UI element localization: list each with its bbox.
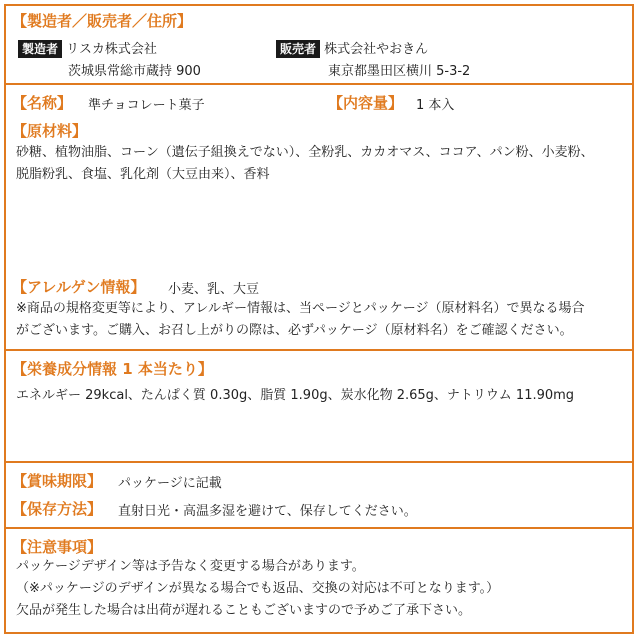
manufacturer-address: 茨城県常総市蔵持 900 [68,64,201,79]
notice-text [16,556,499,622]
manufacturer-name: リスカ株式会社 [66,42,157,57]
allergen-note-line: がございます。ご購入、お召し上がりの際は、必ずパッケージ（原材料名）をご確認ください。 [16,323,573,338]
nutrition-value: エネルギー 29kcal、たんぱく質 0.30g、脂質 1.90g、炭水化物 2.65g、ナトリウム 11.90mg [16,388,575,403]
ingredients-heading: 【原材料】 [12,122,88,140]
divider [6,461,632,463]
name-heading: 【名称】 [12,94,73,112]
expiry-value: パッケージに記載 [118,476,222,491]
divider [6,83,632,85]
content-value: 1 本入 [416,98,455,113]
seller-block [276,38,428,58]
storage-value: 直射日光・高温多湿を避けて、保存してください。 [118,504,417,519]
notice-line: （※パッケージのデザインが異なる場合でも返品、交換の対応は不可となります。） [16,581,500,596]
allergen-heading: 【アレルゲン情報】 [12,278,146,296]
seller-tag: 販売者 [276,40,320,58]
ingredients-text [16,142,594,186]
ingredients-line: 脱脂粉乳、食塩、乳化剤（大豆由来）、香料 [16,167,270,182]
nutrition-heading: 【栄養成分情報 1 本当たり】 [12,360,213,378]
manufacturer-tag: 製造者 [18,40,62,58]
ingredients-line: 砂糖、植物油脂、コーン（遺伝子組換えでない）、全粉乳、カカオマス、ココア、パン粉、小麦粉、 [16,145,594,160]
product-info-table [4,4,634,634]
divider [6,349,632,351]
divider [6,527,632,529]
notice-line: 欠品が発生した場合は出荷が遅れることもございますので予めご了承下さい。 [16,603,472,618]
allergen-note-line: ※商品の規格変更等により、アレルギー情報は、当ページとパッケージ（原材料名）で異なる場合 [16,301,585,316]
product-name: 準チョコレート菓子 [88,98,205,113]
allergen-value: 小麦、乳、大豆 [168,282,260,297]
notice-line: パッケージデザイン等は予告なく変更する場合があります。 [16,559,365,574]
maker-heading: 【製造者／販売者／住所】 [12,12,193,30]
seller-address: 東京都墨田区横川 5-3-2 [328,64,471,79]
storage-heading: 【保存方法】 [12,500,103,518]
seller-name: 株式会社やおきん [324,42,429,57]
content-heading: 【内容量】 [328,94,404,112]
manufacturer-block [18,38,157,58]
expiry-heading: 【賞味期限】 [12,472,103,490]
allergen-notes [16,298,585,342]
notice-heading: 【注意事項】 [12,538,103,556]
